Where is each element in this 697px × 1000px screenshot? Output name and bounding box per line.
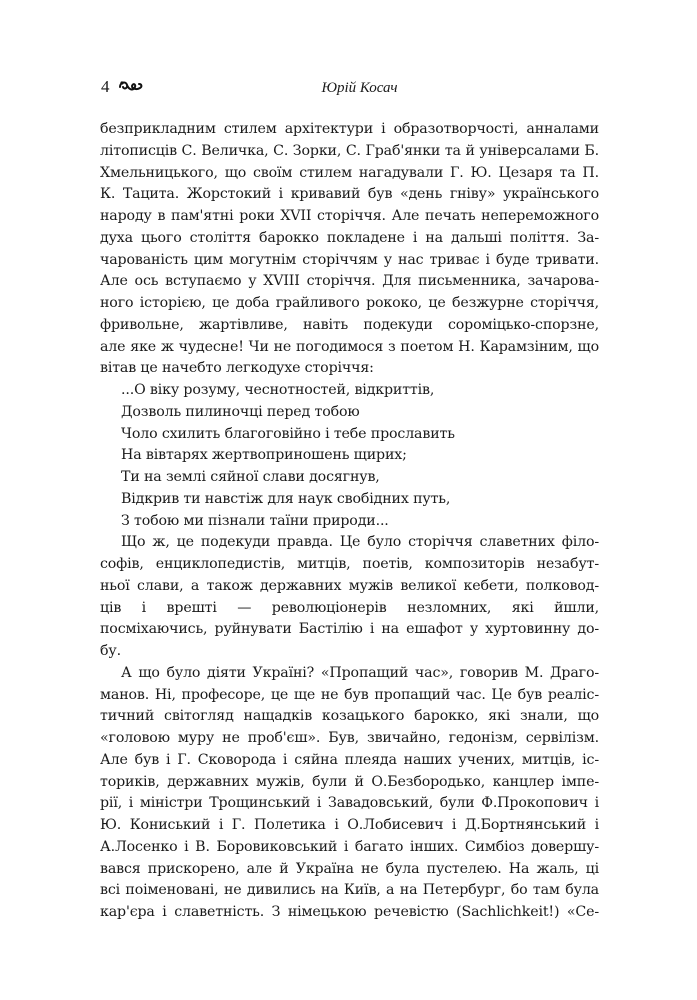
running-title: Юрій Косач: [321, 80, 398, 96]
text-line: але яке ж чудесне! Чи не погодимося з поетом Н. Карамзіним, що: [100, 338, 599, 355]
text-line: ного історією, це доба грайливого рококо, це безжурне сторіччя,: [100, 295, 599, 311]
text-line: народу в пам'ятні роки XVII сторіччя. Але печать непереможного: [100, 208, 599, 224]
verse-line: ...О віку розуму, чеснотностей, відкриттів,: [121, 382, 435, 398]
text-line: літописців С. Величка, С. Зорки, С. Граб'янки та й універсалами Б.: [100, 142, 599, 159]
text-line: Але ось вступаємо у XVIII сторіччя. Для письменника, зачарова-: [100, 273, 599, 290]
text-line: кар'єра і славетність. З німецькою речевістю (Sachlichkeit!) «Се-: [100, 904, 599, 920]
text-line: чарованість цим могутнім сторіччям у нас триває і буде тривати.: [100, 251, 599, 268]
text-line: вався прискорено, але й Україна не була пустелею. На жаль, ці: [100, 860, 599, 877]
text-line: Що ж, це подекуди правда. Це було сторіччя славетних філо-: [121, 534, 599, 551]
verse-line: На вівтарях жертвоприношень щирих;: [121, 447, 407, 464]
verse-line: З тобою ми пізнали таїни природи...: [121, 512, 389, 529]
text-line: Хмельницького, що своїм стилем нагадували Г. Ю. Цезаря та П.: [100, 164, 599, 181]
text-line: тичний світогляд нащадків козацького барокко, які знали, що: [100, 708, 599, 725]
verse-line: Чоло схилить благоговійно і тебе прославить: [121, 425, 455, 442]
running-header: [101, 76, 598, 100]
text-line: вітав це начебто легкодухе сторіччя:: [100, 360, 374, 377]
page-number: 4: [101, 77, 110, 96]
text-line: ньої слави, а також державних мужів великої кебети, полковод-: [100, 577, 599, 594]
text-line: всі поіменовані, не дивились на Київ, а на Петербург, бо там була: [100, 882, 599, 899]
text-line: ториків, державних мужів, були й О.Безбородько, канцлер імпе-: [100, 773, 599, 790]
text-line: посміхаючись, руйнувати Бастілію і на ешафот у хуртовинну до-: [100, 621, 599, 638]
verse-line: Дозволь пилиночці перед тобою: [121, 403, 360, 420]
text-line: манов. Ні, професоре, це ще не був пропащий час. Це був реаліс-: [100, 686, 599, 703]
text-line: А.Лосенко і В. Боровиковський і багато інших. Симбіоз довершу-: [100, 838, 599, 855]
text-line: Ю. Кониський і Г. Полетика і О.Лобисевич і Д.Бортнянський і: [100, 817, 599, 833]
text-line: безприкладним стилем архітектури і образотворчості, анналами: [100, 121, 599, 137]
text-line: ців і врешті — революціонерів незломних, які йшли,: [100, 599, 599, 616]
text-line: духа цього століття барокко покладене і на дальші поліття. За-: [100, 229, 599, 246]
text-line: Але був і Г. Сковорода і сяйна плеяда наших учених, митців, іс-: [100, 751, 599, 768]
body-text: [100, 119, 599, 924]
verse-line: Ти на землі сяйної слави досягнув,: [121, 469, 380, 485]
text-line: А що було діяти Україні? «Пропащий час», говорив М. Драго-: [121, 664, 599, 681]
verse-line: Відкрив ти навстіж для наук свобідних путь,: [121, 490, 451, 507]
text-line: бу.: [100, 643, 121, 659]
text-line: К. Тацита. Жорстокий і кривавий був «день гніву» українського: [100, 186, 599, 203]
text-line: рії, і міністри Трощинський і Завадовський, були Ф.Прокопович і: [100, 795, 599, 812]
text-line: фривольне, жартівливе, навіть подекуди сороміцько-спорзне,: [100, 316, 599, 333]
text-line: софів, енциклопедистів, митців, поетів, композиторів незабут-: [100, 556, 599, 572]
text-line: «головою муру не проб'єш». Був, звичайно, гедонізм, сервілізм.: [100, 730, 599, 746]
